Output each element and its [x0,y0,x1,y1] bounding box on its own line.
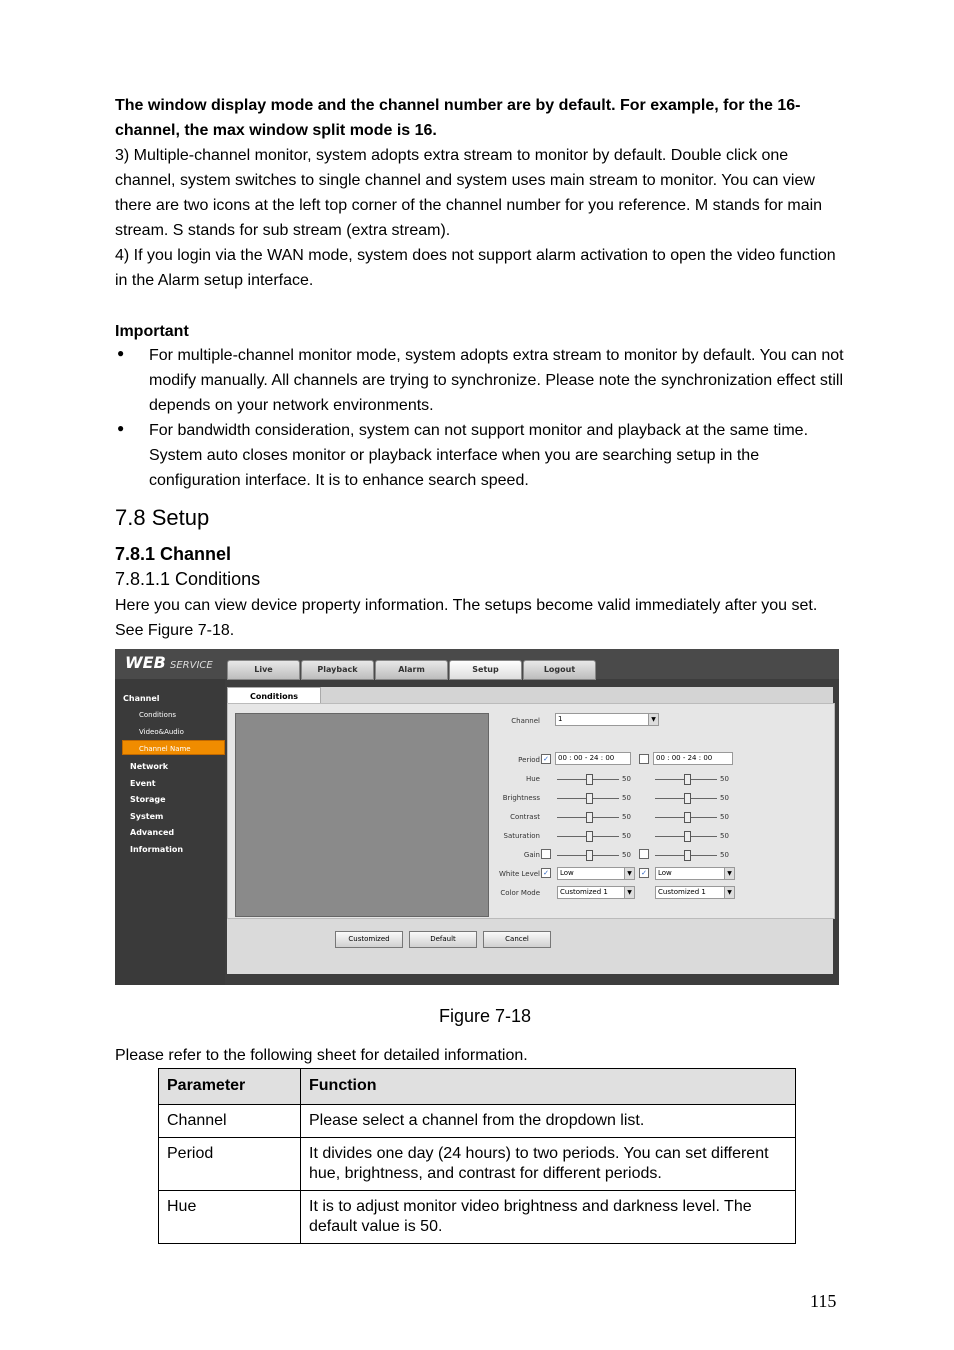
web-logo: WEB [125,653,166,672]
hue-slider-1-handle[interactable] [586,774,593,785]
hue-value-2: 50 [720,775,729,783]
sidebar-item-information[interactable]: Information [130,845,184,854]
paragraph-4: 4) If you login via the WAN mode, system does not support alarm activation to open the video function in the Alarm setup interface. [115,247,836,289]
white-level-2-select[interactable] [655,867,735,880]
chevron-down-icon: ▼ [724,887,734,898]
table-intro: Please refer to the following sheet for detailed information. [115,1047,528,1064]
sidebar-item-system[interactable]: System [130,812,164,821]
sidebar-item-event[interactable]: Event [130,779,156,788]
contrast-slider-2-handle[interactable] [684,812,691,823]
intro-bold-text: The window display mode and the channel number are by default. For example, for the 16-channel, the max window split mode is 16. [115,97,801,139]
button-bar [227,919,833,974]
gain-label: Gain [523,851,540,859]
header-parameter: Parameter [159,1069,301,1105]
color-mode-2-select[interactable] [655,886,735,899]
sidebar-item-channel[interactable]: Channel [123,694,160,703]
subsubsection-heading-conditions: 7.8.1.1 Conditions [115,569,261,589]
table-row [159,1191,796,1244]
tab-logout[interactable]: Logout [523,660,596,680]
gain-1-checkbox[interactable] [541,849,551,859]
cell-function: Please select a channel from the dropdown list. [301,1105,796,1138]
section-heading-setup: 7.8 Setup [115,505,210,530]
tab-conditions[interactable]: Conditions [227,687,321,706]
gain-value-1: 50 [622,851,631,859]
tab-setup[interactable]: Setup [449,660,522,680]
bullet-2-glyph: ● [117,421,125,435]
sidebar-item-conditions[interactable]: Conditions [139,711,177,719]
color-mode-1-select[interactable] [557,886,635,899]
chevron-down-icon: ▼ [624,887,634,898]
sidebar [115,679,225,985]
gain-slider-2-handle[interactable] [684,850,691,861]
channel-select[interactable] [555,713,659,726]
service-logo-text: SERVICE [170,660,213,671]
brightness-label: Brightness [502,794,540,802]
table-header-row [159,1069,796,1105]
brightness-value-1: 50 [622,794,631,802]
important-heading: Important [115,323,189,340]
saturation-label: Saturation [503,832,540,840]
color-mode-label: Color Mode [500,889,540,897]
page-number: 115 [810,1291,837,1311]
color-mode-2-value: Customized 1 [658,888,706,896]
settings-main-area [227,687,833,974]
conditions-description: Here you can view device property information. The setups become valid immediately after you set. See Figure 7-18. [115,597,818,639]
hue-value-1: 50 [622,775,631,783]
web-service-screenshot [115,649,839,985]
tab-playback[interactable]: Playback [301,660,374,680]
sidebar-item-advanced[interactable]: Advanced [130,828,175,837]
tab-alarm[interactable]: Alarm [375,660,448,680]
conditions-panel [227,703,835,919]
channel-select-value: 1 [558,715,563,723]
cell-parameter: Period [159,1138,301,1191]
brightness-slider-1-handle[interactable] [586,793,593,804]
sidebar-item-network[interactable]: Network [130,762,169,771]
header-function: Function [301,1069,796,1105]
gain-slider-1-handle[interactable] [586,850,593,861]
chevron-down-icon: ▼ [648,714,658,725]
contrast-slider-1-handle[interactable] [586,812,593,823]
period-2-checkbox[interactable] [639,754,649,764]
table-row [159,1105,796,1138]
sidebar-item-storage[interactable]: Storage [130,795,166,804]
brightness-slider-2-handle[interactable] [684,793,691,804]
cell-function: It divides one day (24 hours) to two periods. You can set different hue, brightness, and contrast for different periods. [301,1138,796,1191]
subsection-heading-channel: 7.8.1 Channel [115,544,232,564]
saturation-value-1: 50 [622,832,631,840]
brightness-value-2: 50 [720,794,729,802]
channel-label: Channel [511,717,540,725]
cell-parameter: Channel [159,1105,301,1138]
gain-2-checkbox[interactable] [639,849,649,859]
video-preview [235,713,489,917]
period-1-checkbox[interactable]: ✓ [541,754,551,764]
top-bar [115,649,839,679]
white-level-1-select[interactable] [557,867,635,880]
customized-button[interactable]: Customized [335,931,403,948]
sidebar-item-video-audio[interactable]: Video&Audio [139,728,184,736]
cell-parameter: Hue [159,1191,301,1244]
table-row [159,1138,796,1191]
white-level-1-checkbox[interactable]: ✓ [541,868,551,878]
saturation-value-2: 50 [720,832,729,840]
cancel-button[interactable]: Cancel [483,931,551,948]
period-2-input[interactable]: 00 : 00 - 24 : 00 [653,752,733,765]
hue-label: Hue [525,775,540,783]
parameter-table [158,1068,796,1244]
sidebar-item-channel-name[interactable]: Channel Name [139,745,191,753]
period-1-input[interactable]: 00 : 00 - 24 : 00 [555,752,631,765]
color-mode-1-value: Customized 1 [560,888,608,896]
chevron-down-icon: ▼ [724,868,734,879]
bullet-1-glyph: ● [117,346,125,360]
figure-caption: Figure 7-18 [438,1006,532,1026]
white-level-2-value: Low [658,869,672,877]
hue-slider-2-handle[interactable] [684,774,691,785]
white-level-1-value: Low [560,869,574,877]
saturation-slider-1-handle[interactable] [586,831,593,842]
white-level-label: White Level [498,870,540,878]
tab-live[interactable]: Live [227,660,300,680]
saturation-slider-2-handle[interactable] [684,831,691,842]
paragraph-3: 3) Multiple-channel monitor, system adopts extra stream to monitor by default. Double click one channel, system switches to single channel and system uses main stream to monitor. You can view there are two icons at the left top corner of the channel number for you reference. M stands for main stream. S stands for sub stream (extra stream). [115,147,823,239]
chevron-down-icon: ▼ [624,868,634,879]
white-level-2-checkbox[interactable]: ✓ [639,868,649,878]
cell-function: It is to adjust monitor video brightness and darkness level. The default value is 50. [301,1191,796,1244]
contrast-value-1: 50 [622,813,631,821]
bullet-2-text: For bandwidth consideration, system can not support monitor and playback at the same time. System auto closes monitor or playback interface when you are searching setup in the configuration interface. It is to enhance search speed. [149,422,809,489]
period-label: Period [518,756,540,764]
contrast-label: Contrast [510,813,540,821]
gain-value-2: 50 [720,851,729,859]
contrast-value-2: 50 [720,813,729,821]
default-button[interactable]: Default [409,931,477,948]
bullet-1-text: For multiple-channel monitor mode, system adopts extra stream to monitor by default. You can not modify manually. All channels are trying to synchronize. Please note the synchronization effect still depends on your network environments. [149,347,844,414]
